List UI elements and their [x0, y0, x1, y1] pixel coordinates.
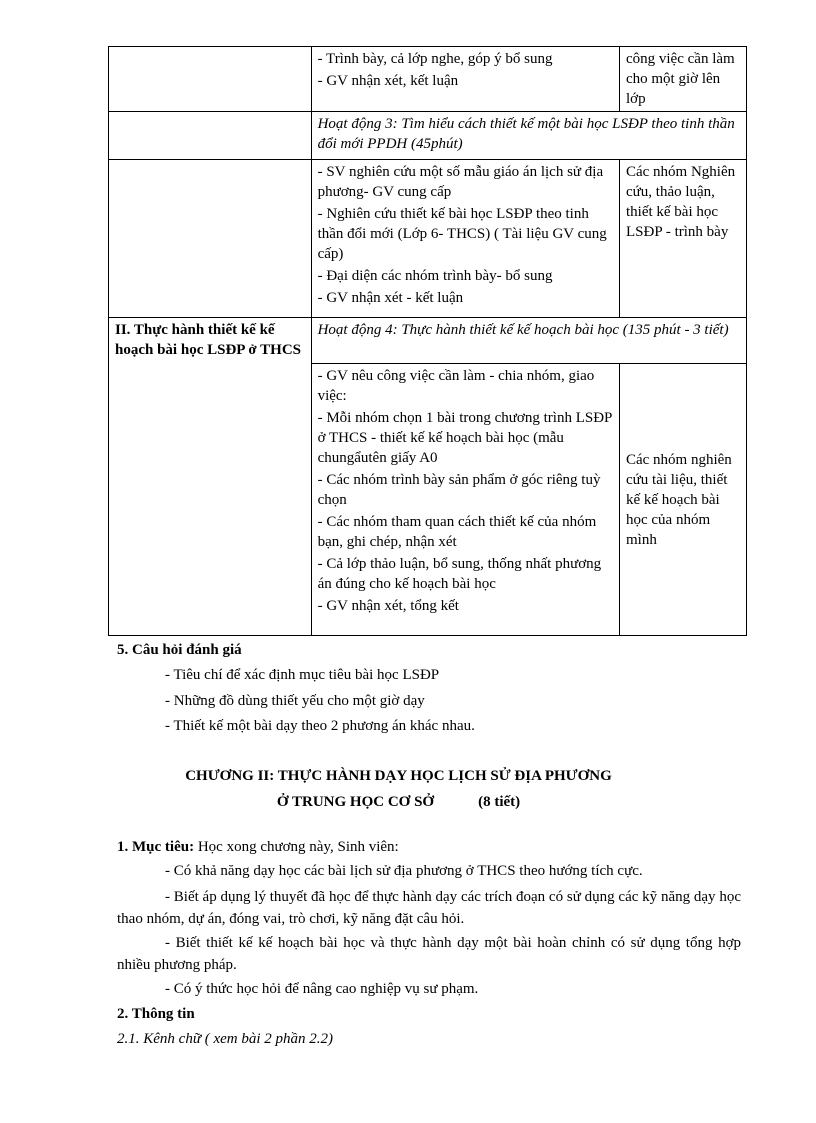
chapter-duration: (8 tiết) — [478, 794, 521, 810]
section-2-title: II. Thực hành thiết kế kế hoạch bài học LSĐP ở THCS — [109, 318, 312, 636]
table-cell-empty — [109, 160, 312, 318]
table-cell-activities — [311, 160, 619, 318]
list-item: - Các nhóm trình bày sản phẩm ở góc riêng tuỳ chọn — [317, 472, 601, 508]
info-heading: 2. Thông tin — [117, 1006, 195, 1022]
lesson-plan-table — [108, 46, 747, 636]
goals-label: 1. Mục tiêu: — [117, 839, 195, 855]
activity-3-heading: Hoạt động 3: Tìm hiểu cách thiết kế một bài học LSĐP theo tinh thần đổi mới PPDH (45phút) — [311, 112, 746, 160]
list-item: - Đại diện các nhóm trình bày- bổ sung — [317, 268, 553, 284]
goal-item: - Biết áp dụng lý thuyết đã học để thực hành dạy các trích đoạn có sử dụng các kỹ năng dạy học thao nhóm, dự án, đóng vai, trò chơi, kỹ năng đặt câu hỏi. — [117, 889, 741, 927]
table-cell-empty — [109, 112, 312, 160]
goals-intro: Học xong chương này, Sinh viên: — [194, 839, 399, 855]
info-subheading: 2.1. Kênh chữ ( xem bài 2 phần 2.2) — [117, 1031, 334, 1047]
chapter-title: CHƯƠNG II: THỰC HÀNH DẠY HỌC LỊCH SỬ ĐỊA PHƯƠNG — [185, 768, 612, 784]
table-row — [109, 112, 747, 160]
chapter-subtitle-text: Ở TRUNG HỌC CƠ SỞ — [276, 794, 435, 810]
list-item: - SV nghiên cứu một số mẫu giáo án lịch sử địa phương- GV cung cấp — [317, 164, 604, 200]
goal-item: - Biết thiết kế kế hoạch bài học và thực hành dạy một bài hoàn chỉnh có sử dụng tổng hợp nhiều phương pháp. — [117, 935, 741, 973]
question-item: - Thiết kế một bài dạy theo 2 phương án khác nhau. — [165, 718, 475, 734]
list-item: - Trình bày, cả lớp nghe, góp ý bổ sung — [317, 51, 553, 67]
table-row — [109, 160, 747, 318]
list-item: - Mỗi nhóm chọn 1 bài trong chương trình LSĐP ở THCS - thiết kế kế hoạch bài học (mẫu chungẩutên giấy A0 — [317, 410, 612, 466]
table-cell-activities — [311, 47, 619, 112]
list-item: - Nghiên cứu thiết kế bài học LSĐP theo tinh thần đổi mới (Lớp 6- THCS) ( Tài liệu GV cung cấp) — [317, 206, 607, 262]
chapter-subtitle — [0, 792, 797, 812]
list-item: - GV nhận xét, tổng kết — [317, 598, 459, 614]
list-item: - GV nêu công việc cần làm - chia nhóm, giao việc: — [317, 368, 595, 404]
activity-4-heading: Hoạt động 4: Thực hành thiết kế kế hoạch bài học (135 phút - 3 tiết) — [311, 318, 746, 364]
list-item: - Các nhóm tham quan cách thiết kế của nhóm bạn, ghi chép, nhận xét — [317, 514, 597, 550]
table-cell-result: công việc cần làm cho một giờ lên lớp — [619, 47, 746, 112]
goal-item: - Có khả năng dạy học các bài lịch sử địa phương ở THCS theo hướng tích cực. — [165, 863, 643, 879]
question-item: - Những đồ dùng thiết yếu cho một giờ dạy — [165, 693, 425, 709]
table-cell-empty — [109, 47, 312, 112]
goal-item: - Có ý thức học hỏi để nâng cao nghiệp vụ sư phạm. — [165, 981, 479, 997]
table-cell-result: Các nhóm Nghiên cứu, thảo luận, thiết kế bài học LSĐP - trình bày — [619, 160, 746, 318]
question-item: - Tiêu chí để xác định mục tiêu bài học LSĐP — [165, 667, 440, 683]
list-item: - GV nhận xét - kết luận — [317, 290, 464, 306]
goals-heading-line — [117, 836, 741, 858]
list-item: - Cả lớp thảo luận, bổ sung, thống nhất phương án đúng cho kế hoạch bài học — [317, 556, 602, 592]
list-item: - GV nhận xét, kết luận — [317, 73, 459, 89]
table-row — [109, 47, 747, 112]
table-cell-result: Các nhóm nghiên cứu tài liệu, thiết kế kế hoạch bài học của nhóm mình — [619, 364, 746, 636]
questions-heading: 5. Câu hỏi đánh giá — [117, 642, 242, 658]
table-cell-activities — [311, 364, 619, 636]
table-row — [109, 318, 747, 364]
